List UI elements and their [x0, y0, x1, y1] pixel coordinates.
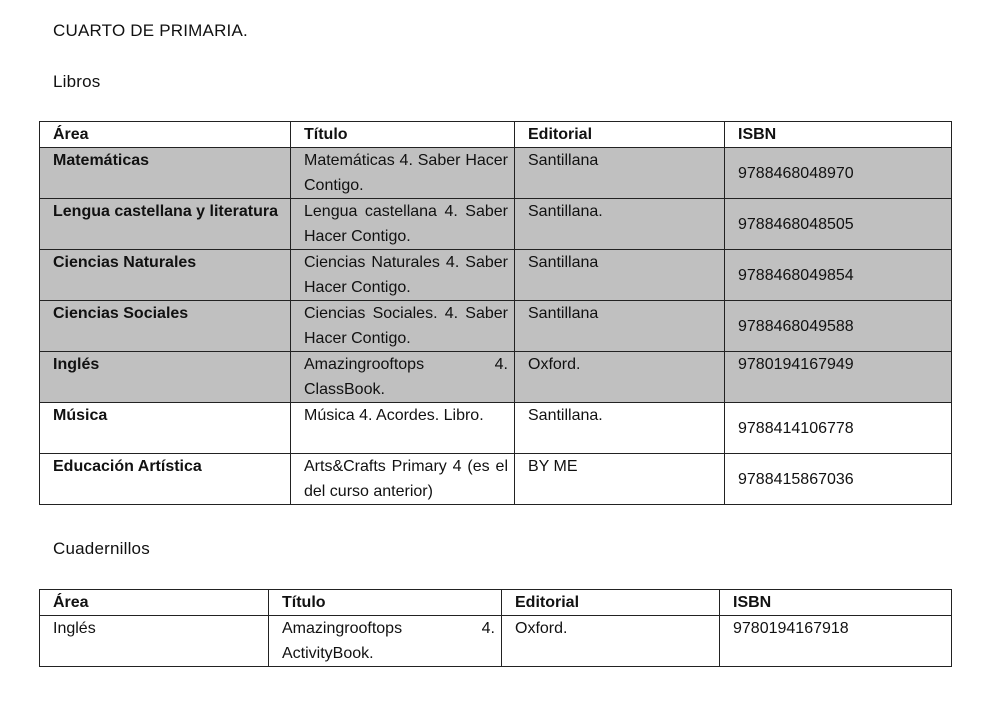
cell-area: Ciencias Naturales [40, 250, 291, 301]
table-row [40, 454, 952, 505]
table-row [40, 616, 952, 667]
header-area: Área [40, 590, 269, 616]
cuadernillos-table [39, 589, 952, 667]
cell-editorial: BY ME [515, 454, 725, 505]
header-isbn: ISBN [725, 122, 952, 148]
cell-titulo: Matemáticas 4. Saber Hacer Contigo. [291, 148, 515, 199]
table-row [40, 403, 952, 454]
header-area: Área [40, 122, 291, 148]
cell-titulo: Arts&Crafts Primary 4 (es el del curso anterior) [291, 454, 515, 505]
table-row [40, 301, 952, 352]
cell-titulo: Música 4. Acordes. Libro. [291, 403, 515, 454]
cell-editorial: Santillana. [515, 403, 725, 454]
cell-area: Música [40, 403, 291, 454]
cell-isbn: 9780194167918 [720, 616, 952, 667]
header-titulo: Título [291, 122, 515, 148]
header-isbn: ISBN [720, 590, 952, 616]
cell-titulo: Amazingrooftops 4. ActivityBook. [269, 616, 502, 667]
table-row [40, 199, 952, 250]
cell-isbn: 9788468049588 [725, 301, 952, 352]
cuadernillos-section-title: Cuadernillos [53, 539, 150, 558]
cell-area: Lengua castellana y literatura [40, 199, 291, 250]
cell-titulo: Amazingrooftops 4. ClassBook. [291, 352, 515, 403]
cell-isbn: 9788414106778 [725, 403, 952, 454]
table-row [40, 250, 952, 301]
cell-titulo: Ciencias Naturales 4. Saber Hacer Contigo. [291, 250, 515, 301]
table-header-row [40, 122, 952, 148]
cell-area: Ciencias Sociales [40, 301, 291, 352]
cell-editorial: Santillana. [515, 199, 725, 250]
cell-editorial: Santillana [515, 301, 725, 352]
libros-section-title: Libros [53, 72, 101, 91]
cell-editorial: Santillana [515, 148, 725, 199]
cell-isbn: 9788468048970 [725, 148, 952, 199]
cell-isbn: 9788468049854 [725, 250, 952, 301]
cell-isbn: 9780194167949 [725, 352, 952, 403]
cell-area: Inglés [40, 616, 269, 667]
cell-editorial: Oxford. [515, 352, 725, 403]
table-header-row [40, 590, 952, 616]
cell-isbn: 9788415867036 [725, 454, 952, 505]
table-row [40, 352, 952, 403]
cell-area: Inglés [40, 352, 291, 403]
cell-area: Matemáticas [40, 148, 291, 199]
table-row [40, 148, 952, 199]
cell-titulo: Lengua castellana 4. Saber Hacer Contigo. [291, 199, 515, 250]
cell-isbn: 9788468048505 [725, 199, 952, 250]
cell-editorial: Oxford. [502, 616, 720, 667]
header-editorial: Editorial [515, 122, 725, 148]
cell-editorial: Santillana [515, 250, 725, 301]
page-title: CUARTO DE PRIMARIA. [53, 21, 248, 40]
header-titulo: Título [269, 590, 502, 616]
libros-table [39, 121, 952, 505]
cell-titulo: Ciencias Sociales. 4. Saber Hacer Contigo. [291, 301, 515, 352]
cell-area: Educación Artística [40, 454, 291, 505]
header-editorial: Editorial [502, 590, 720, 616]
